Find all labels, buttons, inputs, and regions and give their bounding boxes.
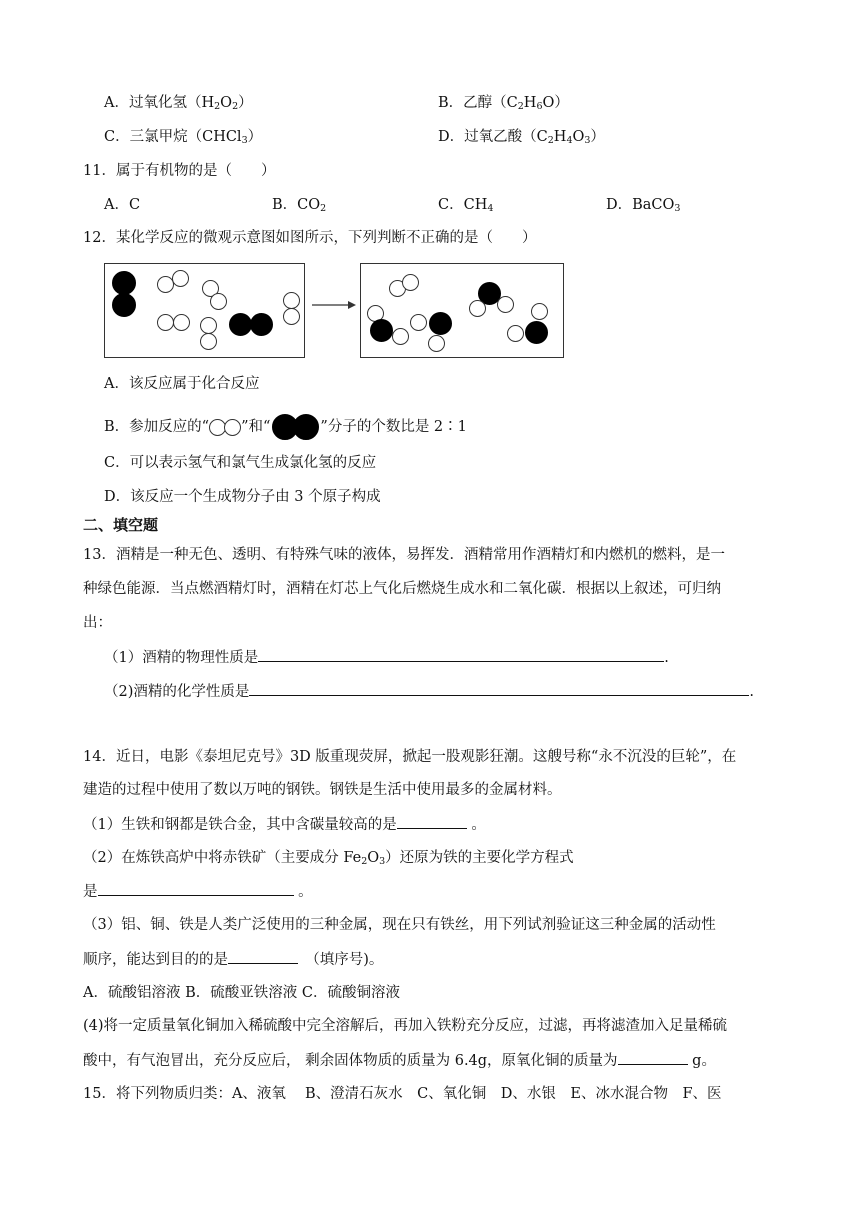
q10-option-c: C．三氯甲烷（CHCl$_3$） bbox=[104, 129, 263, 146]
white-molecule-icon bbox=[209, 417, 241, 437]
q13-line-1: 13．酒精是一种无色、透明、有特殊气味的液体，易挥发．酒精常用作酒精灯和内燃机的燃料，是一 bbox=[83, 547, 725, 563]
q11-option-a: A．C bbox=[104, 197, 141, 213]
q13-line-2: 种绿色能源．当点燃酒精灯时，酒精在灯芯上气化后燃烧生成水和二氧化碳．根据以上叙述，可归纳 bbox=[83, 581, 721, 597]
q14-part-4: (4)将一定质量氧化铜加入稀硫酸中完全溶解后，再加入铁粉充分反应，过滤，再将滤渣加入足量稀硫 bbox=[83, 1018, 728, 1034]
q11-option-b: B．$CO_2$ bbox=[272, 197, 327, 214]
q12-option-d: D．该反应一个生成物分子由 3 个原子构成 bbox=[104, 489, 381, 505]
black-molecule-icon bbox=[270, 414, 320, 440]
q11-option-c: C．$CH_4$ bbox=[438, 197, 494, 214]
q12-option-b: B．参加反应的“ ”和“ ”分子的个数比是 2∶1 bbox=[104, 414, 467, 440]
q10-option-a: A．过氧化氢$(H_2O_2)$ bbox=[104, 95, 253, 112]
q12-option-a: A．该反应属于化合反应 bbox=[104, 376, 260, 392]
section-heading: 二、填空题 bbox=[83, 516, 159, 534]
q12-stem: 12．某化学反应的微观示意图如图所示，下列判断不正确的是（ ） bbox=[83, 230, 537, 246]
answer-blank[interactable] bbox=[618, 1050, 688, 1065]
q13-part-2: （2)酒精的化学性质是 . bbox=[104, 681, 754, 702]
q14-part-4-cont: 酸中，有气泡冒出，充分反应后， 剩余固体物质的质量为 6.4g，原氧化铜的质量为 g。 bbox=[83, 1050, 716, 1071]
q14-part-3-cont: 顺序，能达到目的的是 （填序号)。 bbox=[83, 949, 383, 970]
answer-blank[interactable] bbox=[228, 949, 298, 964]
q14-part-2: （2）在炼铁高炉中将赤铁矿（主要成分 $Fe_2O_3$）还原为铁的主要化学方程式 bbox=[83, 850, 574, 867]
q14-line-1: 14．近日，电影《泰坦尼克号》3D 版重现荧屏，掀起一股观影狂潮。这艘号称“永不沉没的巨轮”，在 bbox=[83, 749, 737, 765]
answer-blank[interactable] bbox=[397, 814, 467, 829]
q11-stem: 11．属于有机物的是（ ） bbox=[83, 163, 276, 179]
q14-part-3: （3）铝、铜、铁是人类广泛使用的三种金属，现在只有铁丝，用下列试剂验证这三种金属的活动性 bbox=[83, 917, 716, 933]
q14-part-1: （1）生铁和钢都是铁合金，其中含碳量较高的是 。 bbox=[83, 814, 486, 835]
reactants-box bbox=[104, 263, 305, 358]
answer-blank[interactable] bbox=[258, 647, 664, 662]
q13-line-3: 出： bbox=[83, 615, 112, 631]
q10-option-d: D．过氧乙酸$(C_2H_4O_3)$ bbox=[438, 129, 605, 146]
answer-blank[interactable] bbox=[249, 681, 749, 696]
q14-part-2-cont: 是 。 bbox=[83, 881, 313, 902]
q14-line-2: 建造的过程中使用了数以万吨的钢铁。钢铁是生活中使用最多的金属材料。 bbox=[83, 782, 562, 798]
arrow-icon bbox=[310, 298, 358, 312]
q14-options: A．硫酸铝溶液 B．硫酸亚铁溶液 C．硫酸铜溶液 bbox=[83, 985, 400, 1001]
q15-line-1: 15．将下列物质归类：A、液氧 B、澄清石灰水 C、氧化铜 D、水银 E、冰水混合物 F、医 bbox=[83, 1086, 722, 1102]
answer-blank[interactable] bbox=[98, 881, 294, 896]
q13-part-1: （1）酒精的物理性质是 . bbox=[104, 647, 669, 668]
q11-option-d: D．BaCO$_3$ bbox=[606, 197, 681, 214]
products-box bbox=[360, 263, 564, 358]
q12-option-c: C．可以表示氢气和氯气生成氯化氢的反应 bbox=[104, 455, 377, 471]
q10-option-b: B．乙醇$(C_2H_6O)$ bbox=[438, 95, 569, 112]
